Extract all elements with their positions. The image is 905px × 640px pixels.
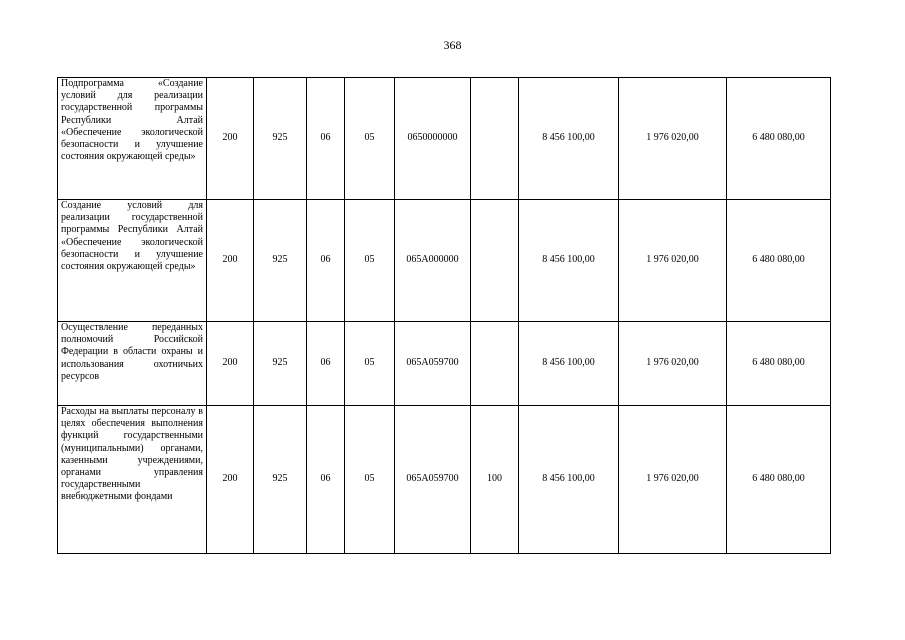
amount3-cell: 6 480 080,00 xyxy=(727,322,831,406)
type-cell xyxy=(471,78,519,200)
code-cell: 065А000000 xyxy=(395,200,471,322)
amount2-cell: 1 976 020,00 xyxy=(619,322,727,406)
row-name-cell: Подпрограмма «Создание условий для реализации государственной программы Республики Алтай «Обеспечение экологической безопасности и улучшение состояния окружающей среды» xyxy=(58,78,207,200)
amount2-cell: 1 976 020,00 xyxy=(619,78,727,200)
col3-cell: 06 xyxy=(307,406,345,554)
amount1-cell: 8 456 100,00 xyxy=(519,200,619,322)
row-name-cell: Расходы на выплаты персоналу в целях обеспечения выполнения функций государственными (муниципальными) органами, казенными учреждениями, органами управления государственными внебюджетными фондами xyxy=(58,406,207,554)
type-cell xyxy=(471,200,519,322)
code-cell: 065А059700 xyxy=(395,322,471,406)
col1-cell: 200 xyxy=(207,78,254,200)
col3-cell: 06 xyxy=(307,322,345,406)
col2-cell: 925 xyxy=(254,322,307,406)
col3-cell: 06 xyxy=(307,200,345,322)
col1-cell: 200 xyxy=(207,322,254,406)
col4-cell: 05 xyxy=(345,200,395,322)
table-row xyxy=(58,322,831,406)
col2-cell: 925 xyxy=(254,406,307,554)
amount3-cell: 6 480 080,00 xyxy=(727,78,831,200)
col3-cell: 06 xyxy=(307,78,345,200)
col4-cell: 05 xyxy=(345,322,395,406)
page-number: 368 xyxy=(443,38,462,52)
col1-cell: 200 xyxy=(207,200,254,322)
col2-cell: 925 xyxy=(254,78,307,200)
amount2-cell: 1 976 020,00 xyxy=(619,200,727,322)
row-name-cell: Осуществление переданных полномочий Российской Федерации в области охраны и использования охотничьих ресурсов xyxy=(58,322,207,406)
col4-cell: 05 xyxy=(345,78,395,200)
amount1-cell: 8 456 100,00 xyxy=(519,322,619,406)
amount2-cell: 1 976 020,00 xyxy=(619,406,727,554)
amount3-cell: 6 480 080,00 xyxy=(727,406,831,554)
col1-cell: 200 xyxy=(207,406,254,554)
type-cell: 100 xyxy=(471,406,519,554)
table-row xyxy=(58,200,831,322)
row-name-cell: Создание условий для реализации государственной программы Республики Алтай «Обеспечение экологической безопасности и улучшение состояния окружающей среды» xyxy=(58,200,207,322)
amount1-cell: 8 456 100,00 xyxy=(519,78,619,200)
code-cell: 065А059700 xyxy=(395,406,471,554)
type-cell xyxy=(471,322,519,406)
code-cell: 0650000000 xyxy=(395,78,471,200)
col4-cell: 05 xyxy=(345,406,395,554)
table-row xyxy=(58,406,831,554)
table-row xyxy=(58,78,831,200)
budget-table xyxy=(57,77,831,554)
amount1-cell: 8 456 100,00 xyxy=(519,406,619,554)
amount3-cell: 6 480 080,00 xyxy=(727,200,831,322)
col2-cell: 925 xyxy=(254,200,307,322)
